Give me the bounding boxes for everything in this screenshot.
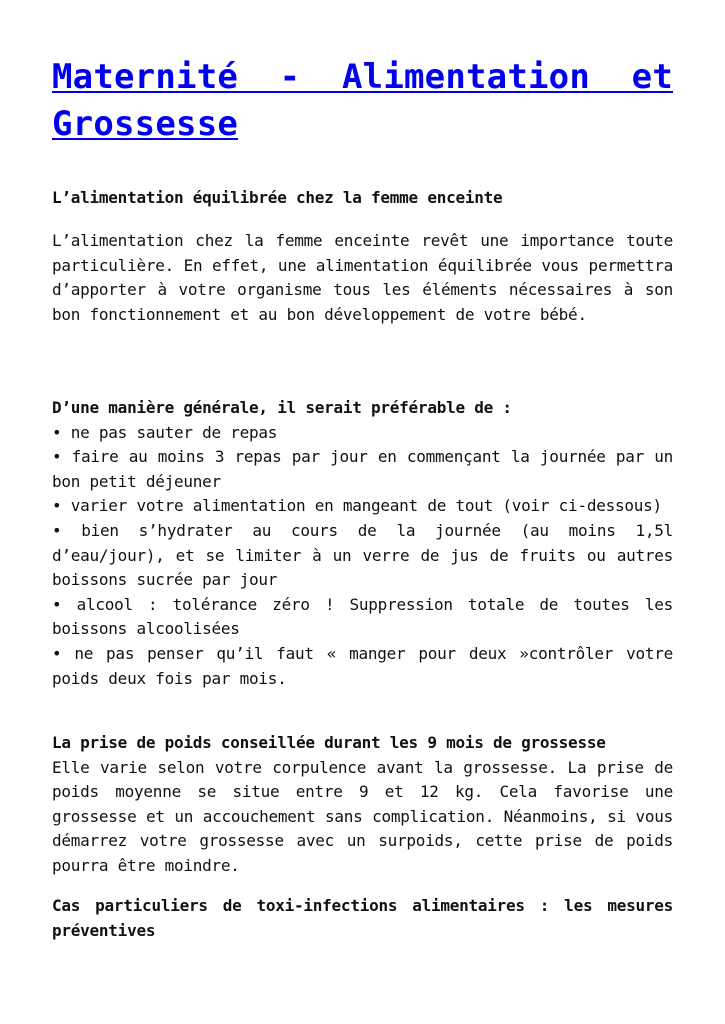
list-item: • ne pas sauter de repas: [52, 422, 278, 442]
list-item: • bien s’hydrater au cours de la journée (au moins 1,5l d’eau/jour), et se limiter à un verre de jus de fruits ou autres boissons sucrée par jour: [52, 520, 673, 590]
recommendations-section: [52, 396, 673, 691]
section-heading-food-infections: Cas particuliers de toxi-infections alimentaires : les mesures préventives: [52, 896, 673, 940]
list-item: • varier votre alimentation en mangeant de tout (voir ci-dessous): [52, 496, 662, 516]
section-heading-balanced-diet: L’alimentation équilibrée chez la femme enceinte: [52, 188, 503, 207]
list-item: • faire au moins 3 repas par jour en commençant la journée par un bon petit déjeuner: [52, 447, 673, 491]
food-infection-section: [52, 894, 673, 943]
recommendations-list: [52, 421, 673, 692]
weight-gain-section: [52, 731, 673, 879]
page-title: [52, 54, 673, 148]
section-heading-recommendations: D’une manière générale, il serait préférable de :: [52, 398, 512, 417]
list-item: • ne pas penser qu’il faut « manger pour deux »contrôler votre poids deux fois par mois.: [52, 643, 673, 688]
list-item: • alcool : tolérance zéro ! Suppression totale de toutes les boissons alcoolisées: [52, 594, 673, 639]
section-paragraph-balanced-diet: L’alimentation chez la femme enceinte revêt une importance toute particulière. En effet, une alimentation équilibrée vous permettra d’apporter à votre organisme tous les éléments nécessaires à son bon fonctionnement et au bon développement de votre bébé.: [52, 231, 673, 324]
title-link[interactable]: Maternité - Alimentation et Grossesse: [52, 57, 673, 144]
article: [52, 54, 673, 940]
section-heading-weight-gain: La prise de poids conseillée durant les 9 mois de grossesse: [52, 733, 606, 752]
section-paragraph-weight-gain: Elle varie selon votre corpulence avant la grossesse. La prise de poids moyenne se situe entre 9 et 12 kg. Cela favorise une grossesse et un accouchement sans complication. Néanmoins, si vous démarrez votre grossesse avec un surpoids, cette prise de poids pourra être moindre.: [52, 757, 673, 875]
